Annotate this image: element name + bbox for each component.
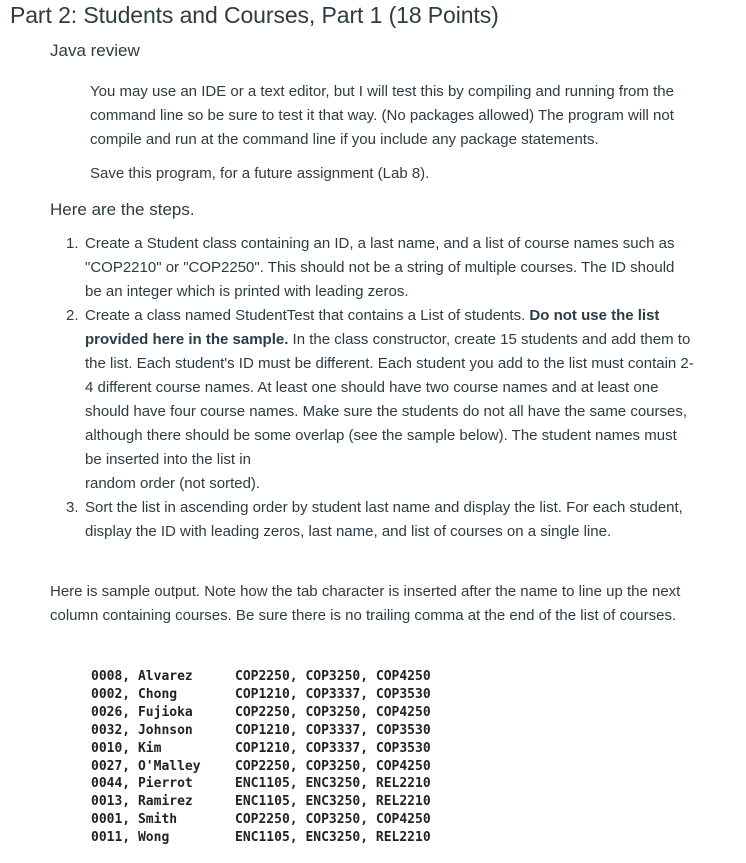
sample-id-name: 0027, O'Malley [91, 758, 201, 774]
steps-list [66, 232, 695, 544]
sample-id-name: 0002, Chong [91, 686, 178, 702]
sample-courses: COP2250, COP3250, COP4250 [235, 669, 431, 684]
sample-id-name: 0044, Pierrot [91, 776, 193, 792]
sample-id-name: 0013, Ramirez [91, 794, 193, 810]
sample-row [91, 668, 431, 686]
sample-courses: ENC1105, ENC3250, REL2210 [235, 794, 431, 810]
sample-row [91, 686, 431, 704]
step-item [66, 304, 695, 496]
steps-heading: Here are the steps. [50, 200, 195, 219]
sample-id-name: 0001, Smith [91, 812, 178, 828]
intro-paragraph-1: You may use an IDE or a text editor, but I will test this by compiling and running from the command line so be sure to test it that way. (No packages allowed) The program will not compile and run at the command line if you include any package statements. [90, 83, 674, 148]
step-text: Sort the list in ascending order by student last name and display the list. For each student, display the ID with leading zeros, last name, and list of courses on a single line. [85, 499, 683, 540]
sample-row [91, 758, 431, 776]
sample-courses: COP2250, COP3250, COP4250 [235, 758, 431, 774]
sample-courses: COP1210, COP3337, COP3530 [235, 686, 431, 702]
sample-id-name: 0010, Kim [91, 740, 162, 756]
sample-row [91, 722, 431, 740]
step-number: 2. [66, 307, 79, 324]
page-title: Part 2: Students and Courses, Part 1 (18 Points) [10, 2, 499, 28]
sample-courses: COP1210, COP3337, COP3530 [235, 740, 431, 756]
step-item [66, 496, 695, 544]
sample-id-name: 0032, Johnson [91, 722, 193, 738]
sample-courses: ENC1105, ENC3250, REL2210 [235, 776, 431, 792]
sample-courses: COP2250, COP3250, COP4250 [235, 704, 431, 720]
intro-block [90, 80, 695, 196]
step-text: Create a class named StudentTest that contains a List of students. [85, 307, 530, 324]
sample-id-name: 0026, Fujioka [91, 704, 193, 720]
step-text: In the class constructor, create 15 students and add them to the list. Each student's ID must be different. Each student you add to the list must contain 2-4 different course names. At least one should have two course names and at least one should have four course names. Make sure the students do not all have the same courses, although there should be some overlap (see the sample below). The student names must be inserted into the list in [85, 331, 694, 468]
sample-row [91, 775, 431, 793]
sample-courses: COP2250, COP3250, COP4250 [235, 812, 431, 828]
sample-output [91, 668, 431, 847]
sample-row [91, 704, 431, 722]
step-item [66, 232, 695, 304]
sample-id-name: 0011, Wong [91, 830, 170, 846]
sample-row [91, 740, 431, 758]
step-emphasis: Do not use the list provided here in the sample. [85, 307, 660, 348]
sample-row [91, 829, 431, 847]
step-text: Create a Student class containing an ID, a last name, and a list of course names such as "COP2210" or "COP2250". This should not be a string of multiple courses. The ID should be an integer which is printed with leading zeros. [85, 235, 675, 300]
step-text: random order (not sorted). [85, 475, 261, 492]
sample-row [91, 811, 431, 829]
sample-courses: ENC1105, ENC3250, REL2210 [235, 830, 431, 846]
sample-row [91, 793, 431, 811]
sample-intro: Here is sample output. Note how the tab character is inserted after the name to line up the next column containing courses. Be sure there is no trailing comma at the end of the list of courses. [50, 583, 681, 624]
sample-courses: COP1210, COP3337, COP3530 [235, 722, 431, 738]
step-number: 3. [66, 499, 79, 516]
intro-paragraph-2: Save this program, for a future assignment (Lab 8). [90, 165, 430, 182]
sample-id-name: 0008, Alvarez [91, 669, 193, 684]
section-subtitle: Java review [50, 41, 140, 60]
step-number: 1. [66, 235, 79, 252]
